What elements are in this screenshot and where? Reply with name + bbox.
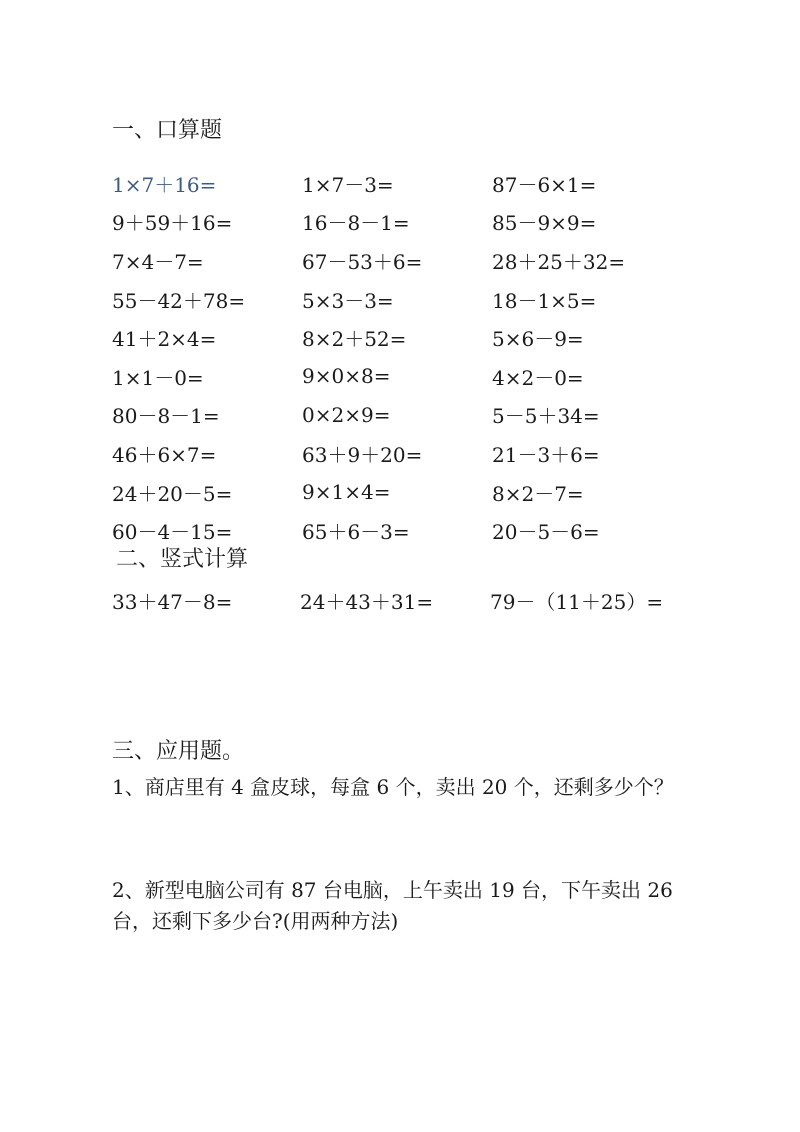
problem-cell: 5×6－9= (492, 327, 584, 352)
problem-cell: 65＋6－3= (302, 520, 410, 545)
problem-cell: 67－53＋6= (302, 249, 423, 274)
problem-row (112, 511, 732, 550)
problem-cell: 1×7－3= (302, 172, 394, 197)
problem-cell: 21－3＋6= (492, 442, 600, 467)
vertical-calc-problem: 79－（11＋25）= (490, 590, 664, 614)
mental-math-grid (112, 164, 732, 550)
problem-cell: 20－5－6= (492, 520, 600, 545)
problem-cell: 87－6×1= (492, 172, 597, 197)
problem-cell: 41＋2×4= (112, 327, 217, 352)
problem-row (112, 280, 732, 319)
problem-cell: 8×2－7= (492, 481, 584, 506)
problem-cell: 16－8－1= (302, 211, 410, 236)
problem-cell: 63＋9＋20= (302, 442, 423, 467)
problem-cell: 8×2＋52= (302, 327, 407, 352)
problem-cell: 4×2－0= (492, 365, 584, 390)
word-problem-1: 1、商店里有 4 盒皮球，每盒 6 个，卖出 20 个，还剩多少个？ (112, 775, 674, 799)
problem-cell: 46＋6×7= (112, 442, 217, 467)
problem-cell: 85－9×9= (492, 211, 597, 236)
problem-cell: 9×0×8= (302, 364, 391, 389)
word-problem-2-line-1: 2、新型电脑公司有 87 台电脑，上午卖出 19 台，下午卖出 26 (112, 878, 673, 902)
problem-cell: 7×4－7= (112, 249, 204, 274)
problem-row (112, 241, 732, 280)
problem-row (112, 434, 732, 473)
section-title-word-problems: 三、应用题。 (112, 739, 245, 764)
vertical-calc-row (112, 586, 750, 615)
word-problem-2-line-2: 台，还剩下多少台?(用两种方法) (112, 909, 399, 933)
vertical-calc-problem: 33＋47－8= (112, 590, 233, 614)
vertical-calc-problem: 24＋43＋31= (300, 590, 434, 614)
problem-cell: 28＋25＋32= (492, 249, 626, 274)
problem-cell: 5－5＋34= (492, 404, 600, 429)
problem-cell: 60－4－15= (112, 520, 233, 545)
problem-row (112, 473, 732, 512)
problem-cell: 55－42＋78= (112, 288, 246, 313)
section-title-vertical-calc: 二、竖式计算 (116, 547, 249, 572)
problem-row (112, 318, 732, 357)
problem-cell: 24＋20－5= (112, 481, 233, 506)
problem-cell: 5×3－3= (302, 288, 394, 313)
problem-cell: 80－8－1= (112, 404, 220, 429)
section-title-mental-math: 一、口算题 (112, 118, 223, 143)
problem-cell: 1×1－0= (112, 365, 204, 390)
problem-cell: 18－1×5= (492, 288, 597, 313)
problem-cell: 9×1×4= (302, 480, 391, 505)
problem-cell: 9＋59＋16= (112, 211, 233, 236)
problem-cell: 1×7＋16= (112, 172, 217, 197)
problem-row (112, 164, 732, 203)
problem-cell: 0×2×9= (302, 402, 391, 427)
problem-row (112, 203, 732, 242)
problem-row (112, 396, 732, 435)
problem-row (112, 357, 732, 396)
